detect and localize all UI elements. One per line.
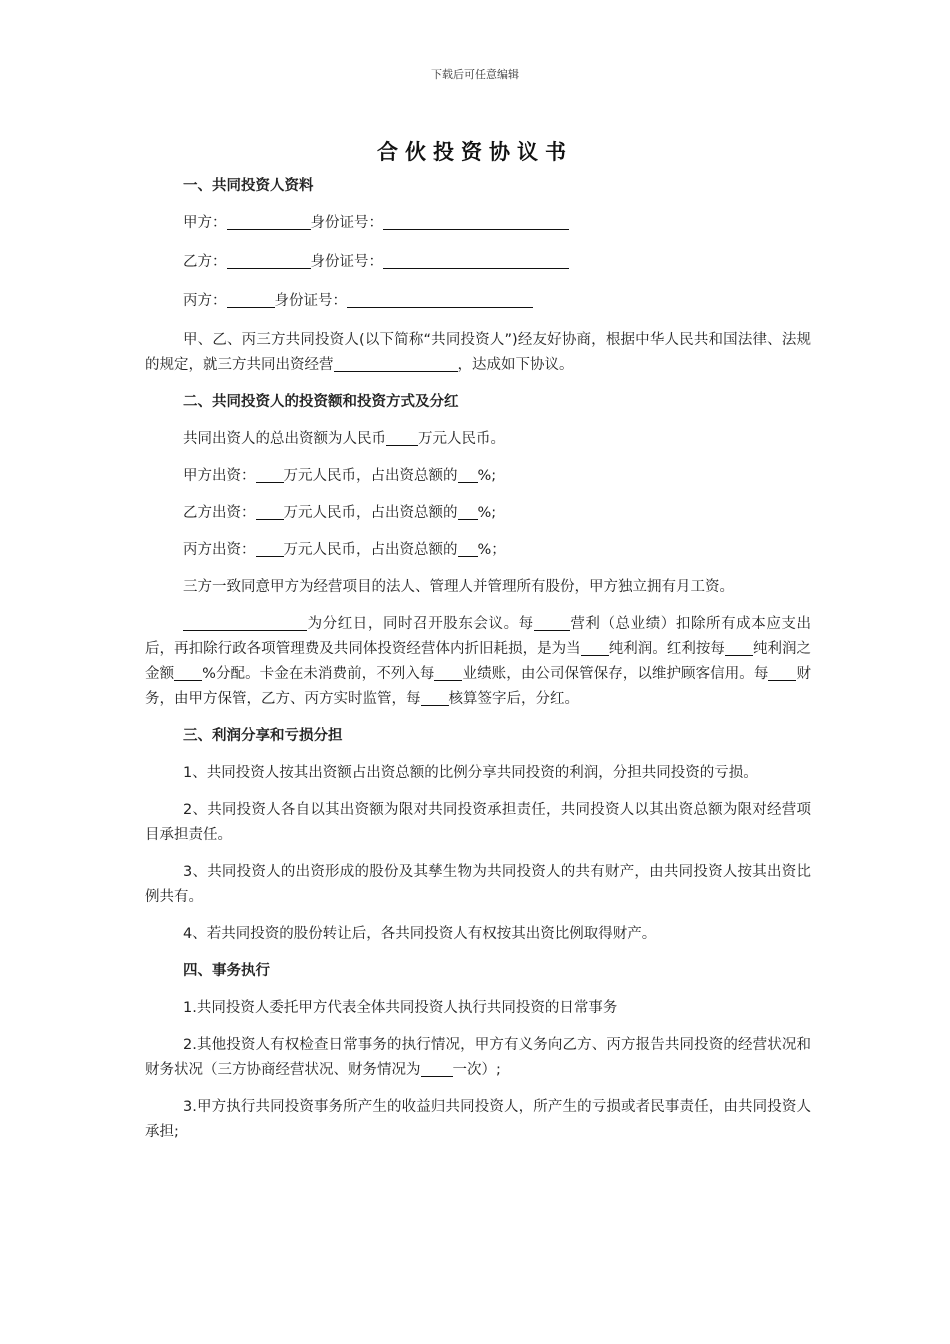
report-frequency-blank	[421, 1060, 453, 1077]
party-b-contrib-label: 乙方出资：	[183, 505, 256, 521]
manager-clause: 三方一致同意甲方为经营项目的法人、管理人并管理所有股份，甲方独立拥有月工资。	[183, 579, 734, 595]
party-a-id-blank	[383, 213, 569, 230]
total-text: 共同出资人的总出资额为人民币	[183, 431, 386, 447]
period-blank-2	[581, 639, 609, 656]
party-a-pct-blank	[458, 466, 478, 483]
party-c-pct-blank	[458, 540, 478, 557]
intro-paragraph	[145, 328, 811, 378]
party-b-id-label: 身份证号：	[310, 254, 383, 270]
dividend-text-5: %分配。卡金在未消费前，不列入每	[202, 666, 435, 682]
dividend-date-blank	[183, 614, 307, 631]
party-a-pct-sign: %;	[477, 468, 497, 484]
dividend-text-1: 为分红日，同时召开股东会议。每	[307, 616, 534, 632]
document-body	[145, 174, 811, 1157]
party-b-contribution-row	[145, 501, 811, 526]
profit-clause-3: 3、共同投资人的出资形成的股份及其孳生物为共同投资人的共有财产，由共同投资人按其出资比例共有。	[145, 864, 811, 905]
dividend-text-6: 业绩账，由公司保管保存，以维护顾客信用。每	[462, 666, 769, 682]
party-b-id-blank	[383, 252, 569, 269]
party-c-name-blank	[227, 291, 275, 308]
total-unit: 万元人民币。	[418, 431, 505, 447]
party-a-name-blank	[227, 213, 311, 230]
party-b-label: 乙方：	[183, 254, 227, 270]
party-a-row	[145, 211, 811, 236]
party-b-pct-blank	[458, 503, 478, 520]
dividend-text-2: 营利（总业绩）扣除所有成本应支出后，再扣除行政各项管理费及共同体投资经营体内折旧耗损，是为当	[145, 616, 811, 657]
period-blank-4	[434, 664, 462, 681]
party-b-contrib-text: 万元人民币，占出资总额的	[283, 505, 458, 521]
party-a-id-label: 身份证号：	[310, 215, 383, 231]
execution-clause-2-text: 2.其他投资人有权检查日常事务的执行情况，甲方有义务向乙方、丙方报告共同投资的经营状况和财务状况（三方协商经营状况、财务情况为	[145, 1037, 811, 1078]
party-b-amount-blank	[256, 503, 284, 520]
total-contribution-row	[145, 427, 811, 452]
period-blank-6	[421, 689, 449, 706]
party-c-row	[145, 289, 811, 314]
period-blank-3	[725, 639, 753, 656]
period-blank-1	[534, 614, 570, 631]
party-c-contribution-row	[145, 538, 811, 563]
section-heading-2: 二、共同投资人的投资额和投资方式及分红	[183, 394, 459, 410]
total-amount-blank	[386, 429, 418, 446]
intro-text: 甲、乙、丙三方共同投资人(以下简称“共同投资人”)经友好协商，根据中华人民共和国法律、法规的规定，就三方共同出资经营	[145, 332, 811, 373]
dividend-text-8: 核算签字后，分红。	[448, 691, 579, 707]
party-a-amount-blank	[256, 466, 284, 483]
section-heading-4: 四、事务执行	[183, 963, 270, 979]
party-c-pct-sign: %；	[477, 542, 506, 558]
execution-clause-3: 3.甲方执行共同投资事务所产生的收益归共同投资人，所产生的亏损或者民事责任，由共同投资人承担;	[145, 1099, 811, 1140]
party-a-contrib-label: 甲方出资：	[183, 468, 256, 484]
dividend-text-3: 纯利润。红利按每	[608, 641, 725, 657]
party-c-amount-blank	[256, 540, 284, 557]
execution-clause-2-end: 一次）;	[452, 1062, 501, 1078]
execution-clause-2	[145, 1033, 811, 1083]
business-blank	[334, 355, 458, 372]
header-note: 下载后可任意编辑	[431, 68, 519, 81]
profit-clause-1: 1、共同投资人按其出资额占出资总额的比例分享共同投资的利润，分担共同投资的亏损。	[183, 765, 758, 781]
document-title: 合伙投资协议书	[377, 140, 573, 164]
party-c-label: 丙方：	[183, 293, 227, 309]
party-b-pct-sign: %;	[477, 505, 497, 521]
period-blank-5	[768, 664, 796, 681]
party-a-label: 甲方：	[183, 215, 227, 231]
party-c-id-blank	[347, 291, 533, 308]
profit-clause-2: 2、共同投资人各自以其出资额为限对共同投资承担责任，共同投资人以其出资总额为限对经营项目承担责任。	[145, 802, 811, 843]
profit-clause-4: 4、若共同投资的股份转让后，各共同投资人有权按其出资比例取得财产。	[183, 926, 657, 942]
execution-clause-1: 1.共同投资人委托甲方代表全体共同投资人执行共同投资的日常事务	[183, 1000, 618, 1016]
dividend-paragraph	[145, 612, 811, 712]
section-heading-3: 三、利润分享和亏损分担	[183, 728, 343, 744]
dividend-text-7: 财务，由甲方保管，乙方、丙方实时监管，每	[145, 666, 812, 707]
party-a-contrib-text: 万元人民币，占出资总额的	[283, 468, 458, 484]
party-a-contribution-row	[145, 464, 811, 489]
party-b-row	[145, 250, 811, 275]
dividend-pct-blank	[174, 664, 202, 681]
intro-text-end: ，达成如下协议。	[457, 357, 574, 373]
party-c-contrib-label: 丙方出资：	[183, 542, 256, 558]
party-b-name-blank	[227, 252, 311, 269]
section-heading-1: 一、共同投资人资料	[183, 178, 314, 194]
dividend-text-4: 纯利润之金额	[145, 641, 812, 682]
party-c-contrib-text: 万元人民币，占出资总额的	[283, 542, 458, 558]
party-c-id-label: 身份证号：	[274, 293, 347, 309]
